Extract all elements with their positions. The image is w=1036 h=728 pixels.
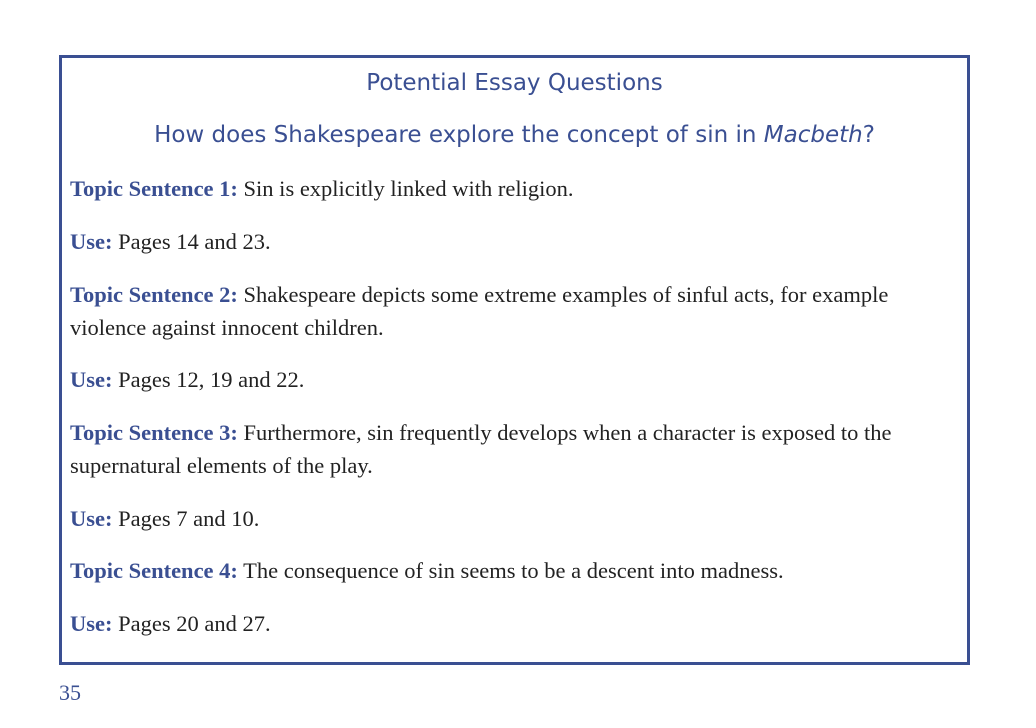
- use-label: Use:: [70, 229, 113, 254]
- use-label: Use:: [70, 611, 113, 636]
- topic-sentence-2: [70, 278, 937, 344]
- topic-sentence-label: Topic Sentence 2:: [70, 282, 238, 307]
- topic-sentence-1: [70, 172, 937, 205]
- use-label: Use:: [70, 506, 113, 531]
- topic-sentence-label: Topic Sentence 1:: [70, 176, 238, 201]
- use-label: Use:: [70, 367, 113, 392]
- topic-sentence-text: Sin is explicitly linked with religion.: [237, 176, 574, 201]
- topic-sentence-text: Shakespeare depicts some extreme examples of sinful acts, for example violence against innocent children.: [70, 282, 889, 340]
- topic-sentence-text: Furthermore, sin frequently develops when a character is exposed to the supernatural elements of the play.: [70, 420, 892, 478]
- question-suffix: ?: [862, 122, 875, 148]
- use-pages-2: [70, 363, 937, 396]
- use-text: Pages 7 and 10.: [112, 506, 260, 531]
- play-title: Macbeth: [763, 122, 863, 148]
- question-prefix: How does Shakespeare explore the concept of sin in: [154, 122, 764, 148]
- use-text: Pages 12, 19 and 22.: [112, 367, 305, 392]
- use-text: Pages 20 and 27.: [112, 611, 271, 636]
- topic-sentence-label: Topic Sentence 3:: [70, 420, 238, 445]
- topic-sentence-3: [70, 416, 937, 482]
- topic-sentence-label: Topic Sentence 4:: [70, 558, 238, 583]
- topic-sentence-4: [70, 554, 937, 587]
- page-number: 35: [59, 680, 81, 705]
- box-title: Potential Essay Questions: [366, 70, 663, 96]
- use-pages-4: [70, 607, 937, 640]
- essay-question: [62, 122, 967, 148]
- topic-sentence-text: The consequence of sin seems to be a descent into madness.: [237, 558, 784, 583]
- use-text: Pages 14 and 23.: [112, 229, 271, 254]
- essay-questions-box: [59, 55, 970, 665]
- use-pages-1: [70, 225, 937, 258]
- use-pages-3: [70, 502, 937, 535]
